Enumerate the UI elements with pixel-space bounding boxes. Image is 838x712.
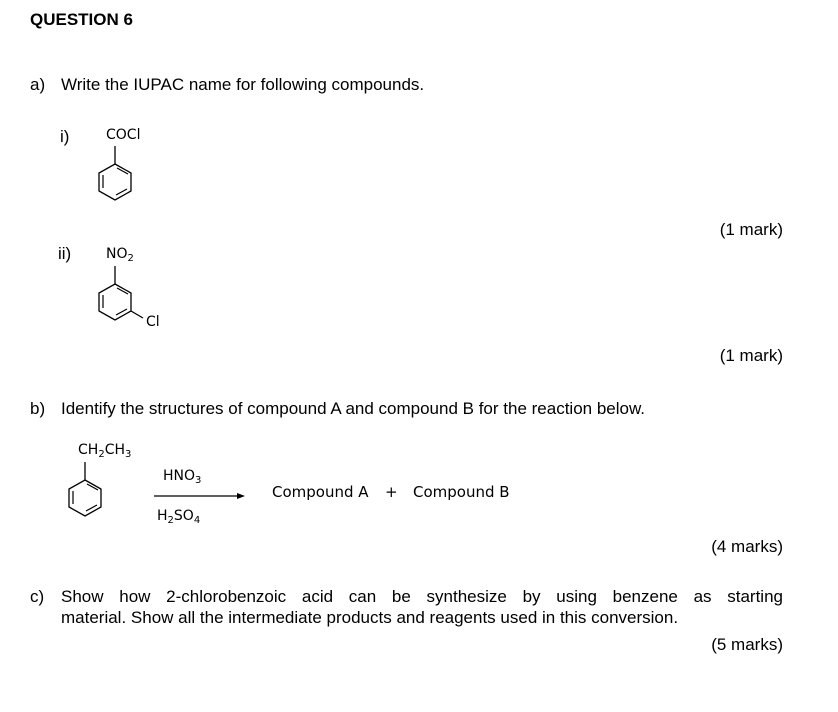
plus-sign: + [385,483,398,501]
part-c [30,586,783,628]
benzene-ring-i [85,142,145,222]
part-c-line-1: Show how 2-chlorobenzoic acid can be synthesize by using benzene as starting [61,587,783,606]
part-c-mark: (5 marks) [711,635,783,654]
part-a-text: Write the IUPAC name for following compounds. [61,75,425,94]
reagent-top: $HNO_3$ [163,468,202,486]
reactant-substituent: $CH_2CH_3$ [78,442,132,460]
product-b: Compound B [413,483,510,501]
part-c-label: c) [30,587,45,606]
reaction-arrow [153,491,248,501]
item-ii-substituent: $NO_2$ [106,246,134,264]
question-title: QUESTION 6 [30,10,133,29]
item-ii-chloro: Cl [146,314,160,330]
benzene-ring-ii [85,262,155,342]
product-a: Compound A [272,483,369,501]
item-ii-mark: (1 mark) [719,346,783,365]
part-b-label: b) [30,399,46,418]
reagent-bottom: $H_2SO_4$ [157,508,201,526]
part-a-label: a) [30,75,46,94]
part-b-text: Identify the structures of compound A and compound B for the reaction below. [61,399,646,418]
item-i-substituent: COCl [106,127,141,143]
item-i-label: i) [60,127,70,146]
part-b-mark: (4 marks) [711,537,783,556]
part-c-line-2: material. Show all the intermediate products and reagents used in this conversion. [61,608,679,627]
item-ii-label: ii) [58,244,72,263]
benzene-ring-reactant [55,458,115,538]
item-i-mark: (1 mark) [719,220,783,239]
